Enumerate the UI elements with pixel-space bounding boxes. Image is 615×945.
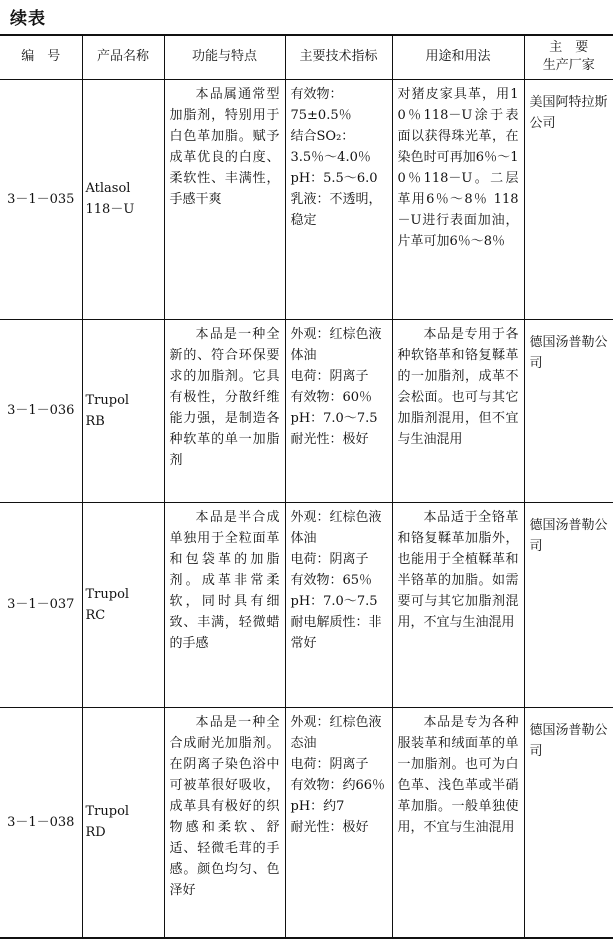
spec-line: 有效物： <box>290 86 343 102</box>
header-row <box>0 35 613 79</box>
header-features: 功能与特点 <box>164 35 285 79</box>
cell-specs <box>285 707 392 938</box>
spec-line: 3.5％～4.0％ <box>290 149 371 165</box>
spec-line: 乳液：不透明，稳定 <box>290 191 382 228</box>
spec-line: 耐电解质性：非常好 <box>290 614 382 651</box>
spec-line: 75±0.5％ <box>290 107 352 123</box>
cell-usage <box>392 79 524 319</box>
spec-line: pH：7.0～7.5 <box>290 593 378 609</box>
features-text: 本品是一种全合成耐光加脂剂。在阴离子染色浴中可被革很好吸收，成革具有极好的织物感和柔软、舒适、轻微毛茸的手感。颜色均匀、色泽好 <box>169 714 280 898</box>
spec-line: pH：7.0～7.5 <box>290 410 378 426</box>
features-text: 本品是一种全新的、符合环保要求的加脂剂。它具有极性，分散纤维能力强，是制造各种软革的单一加脂剂 <box>169 326 280 468</box>
spec-line: 电荷：阴离子 <box>290 756 369 772</box>
spec-line: 有效物：60％ <box>290 389 373 405</box>
spec-line: 有效物：65％ <box>290 572 373 588</box>
table-caption: 续表 <box>10 9 46 29</box>
table-row <box>0 502 613 707</box>
cell-manufacturer: 德国汤普勒公司 <box>524 707 613 938</box>
cell-usage <box>392 707 524 938</box>
spec-line: 外观：红棕色液体油 <box>290 326 382 363</box>
spec-line: 电荷：阴离子 <box>290 368 369 384</box>
usage-text: 本品是专为各种服装革和绒面革的单一加脂剂。也可为白色革、浅色革或半硝革加脂。一般单独使用，不宜与生油混用 <box>397 714 519 835</box>
features-text: 本品是半合成单独用于全粒面革和包袋革的加脂剂。成革非常柔软，同时具有细致、丰满，轻微蜡的手感 <box>169 509 280 651</box>
cell-manufacturer: 德国汤普勒公司 <box>524 319 613 502</box>
spec-line: pH：约7 <box>290 798 345 814</box>
cell-specs <box>285 502 392 707</box>
table-row <box>0 79 613 319</box>
cell-features <box>164 319 285 502</box>
spec-line: 电荷：阴离子 <box>290 551 369 567</box>
spec-line: 耐光性：极好 <box>290 431 369 447</box>
spec-line: 有效物：约66％ <box>290 777 386 793</box>
cell-specs <box>285 319 392 502</box>
cell-code: 3－1－036 <box>0 319 82 502</box>
cell-name: Trupol RB <box>82 319 164 502</box>
header-manufacturer: 主 要 生产厂家 <box>524 35 613 79</box>
cell-code: 3－1－038 <box>0 707 82 938</box>
cell-usage <box>392 502 524 707</box>
cell-usage <box>392 319 524 502</box>
cell-name: Trupol RD <box>82 707 164 938</box>
cell-features <box>164 502 285 707</box>
table-row <box>0 319 613 502</box>
features-text: 本品属通常型加脂剂，特别用于白色革加脂。赋予成革优良的白度、柔软性、丰满性，手感干爽 <box>169 86 280 207</box>
spec-line: pH：5.5～6.0 <box>290 170 378 186</box>
spec-line: 外观：红棕色液体油 <box>290 509 382 546</box>
cell-features <box>164 79 285 319</box>
spec-line: 结合SO₂： <box>290 128 355 144</box>
header-name: 产品名称 <box>82 35 164 79</box>
cell-code: 3－1－035 <box>0 79 82 319</box>
cell-name: Trupol RC <box>82 502 164 707</box>
usage-text: 对猪皮家具革，用10％118－U涂于表面以获得珠光革，在染色时可再加6％～10％118－U。二层革用6％～8％ 118－U进行表面加油，片革可加6％～8％ <box>397 86 519 249</box>
cell-features <box>164 707 285 938</box>
cell-specs <box>285 79 392 319</box>
cell-code: 3－1－037 <box>0 502 82 707</box>
header-specs: 主要技术指标 <box>285 35 392 79</box>
product-table <box>0 34 613 939</box>
cell-name: Atlasol 118－U <box>82 79 164 319</box>
cell-manufacturer: 美国阿特拉斯公司 <box>524 79 613 319</box>
cell-manufacturer: 德国汤普勒公司 <box>524 502 613 707</box>
usage-text: 本品适于全铬革和铬复鞣革加脂外，也能用于全植鞣革和半铬革的加脂。如需要可与其它加脂剂混用，不宜与生油混用 <box>397 509 519 630</box>
header-usage: 用途和用法 <box>392 35 524 79</box>
table-row <box>0 707 613 938</box>
spec-line: 耐光性：极好 <box>290 819 369 835</box>
usage-text: 本品是专用于各种软铬革和铬复鞣革的一加脂剂，成革不会松面。也可与其它加脂剂混用，但不宜与生油混用 <box>397 326 519 447</box>
spec-line: 外观：红棕色液态油 <box>290 714 382 751</box>
header-code: 编 号 <box>0 35 82 79</box>
